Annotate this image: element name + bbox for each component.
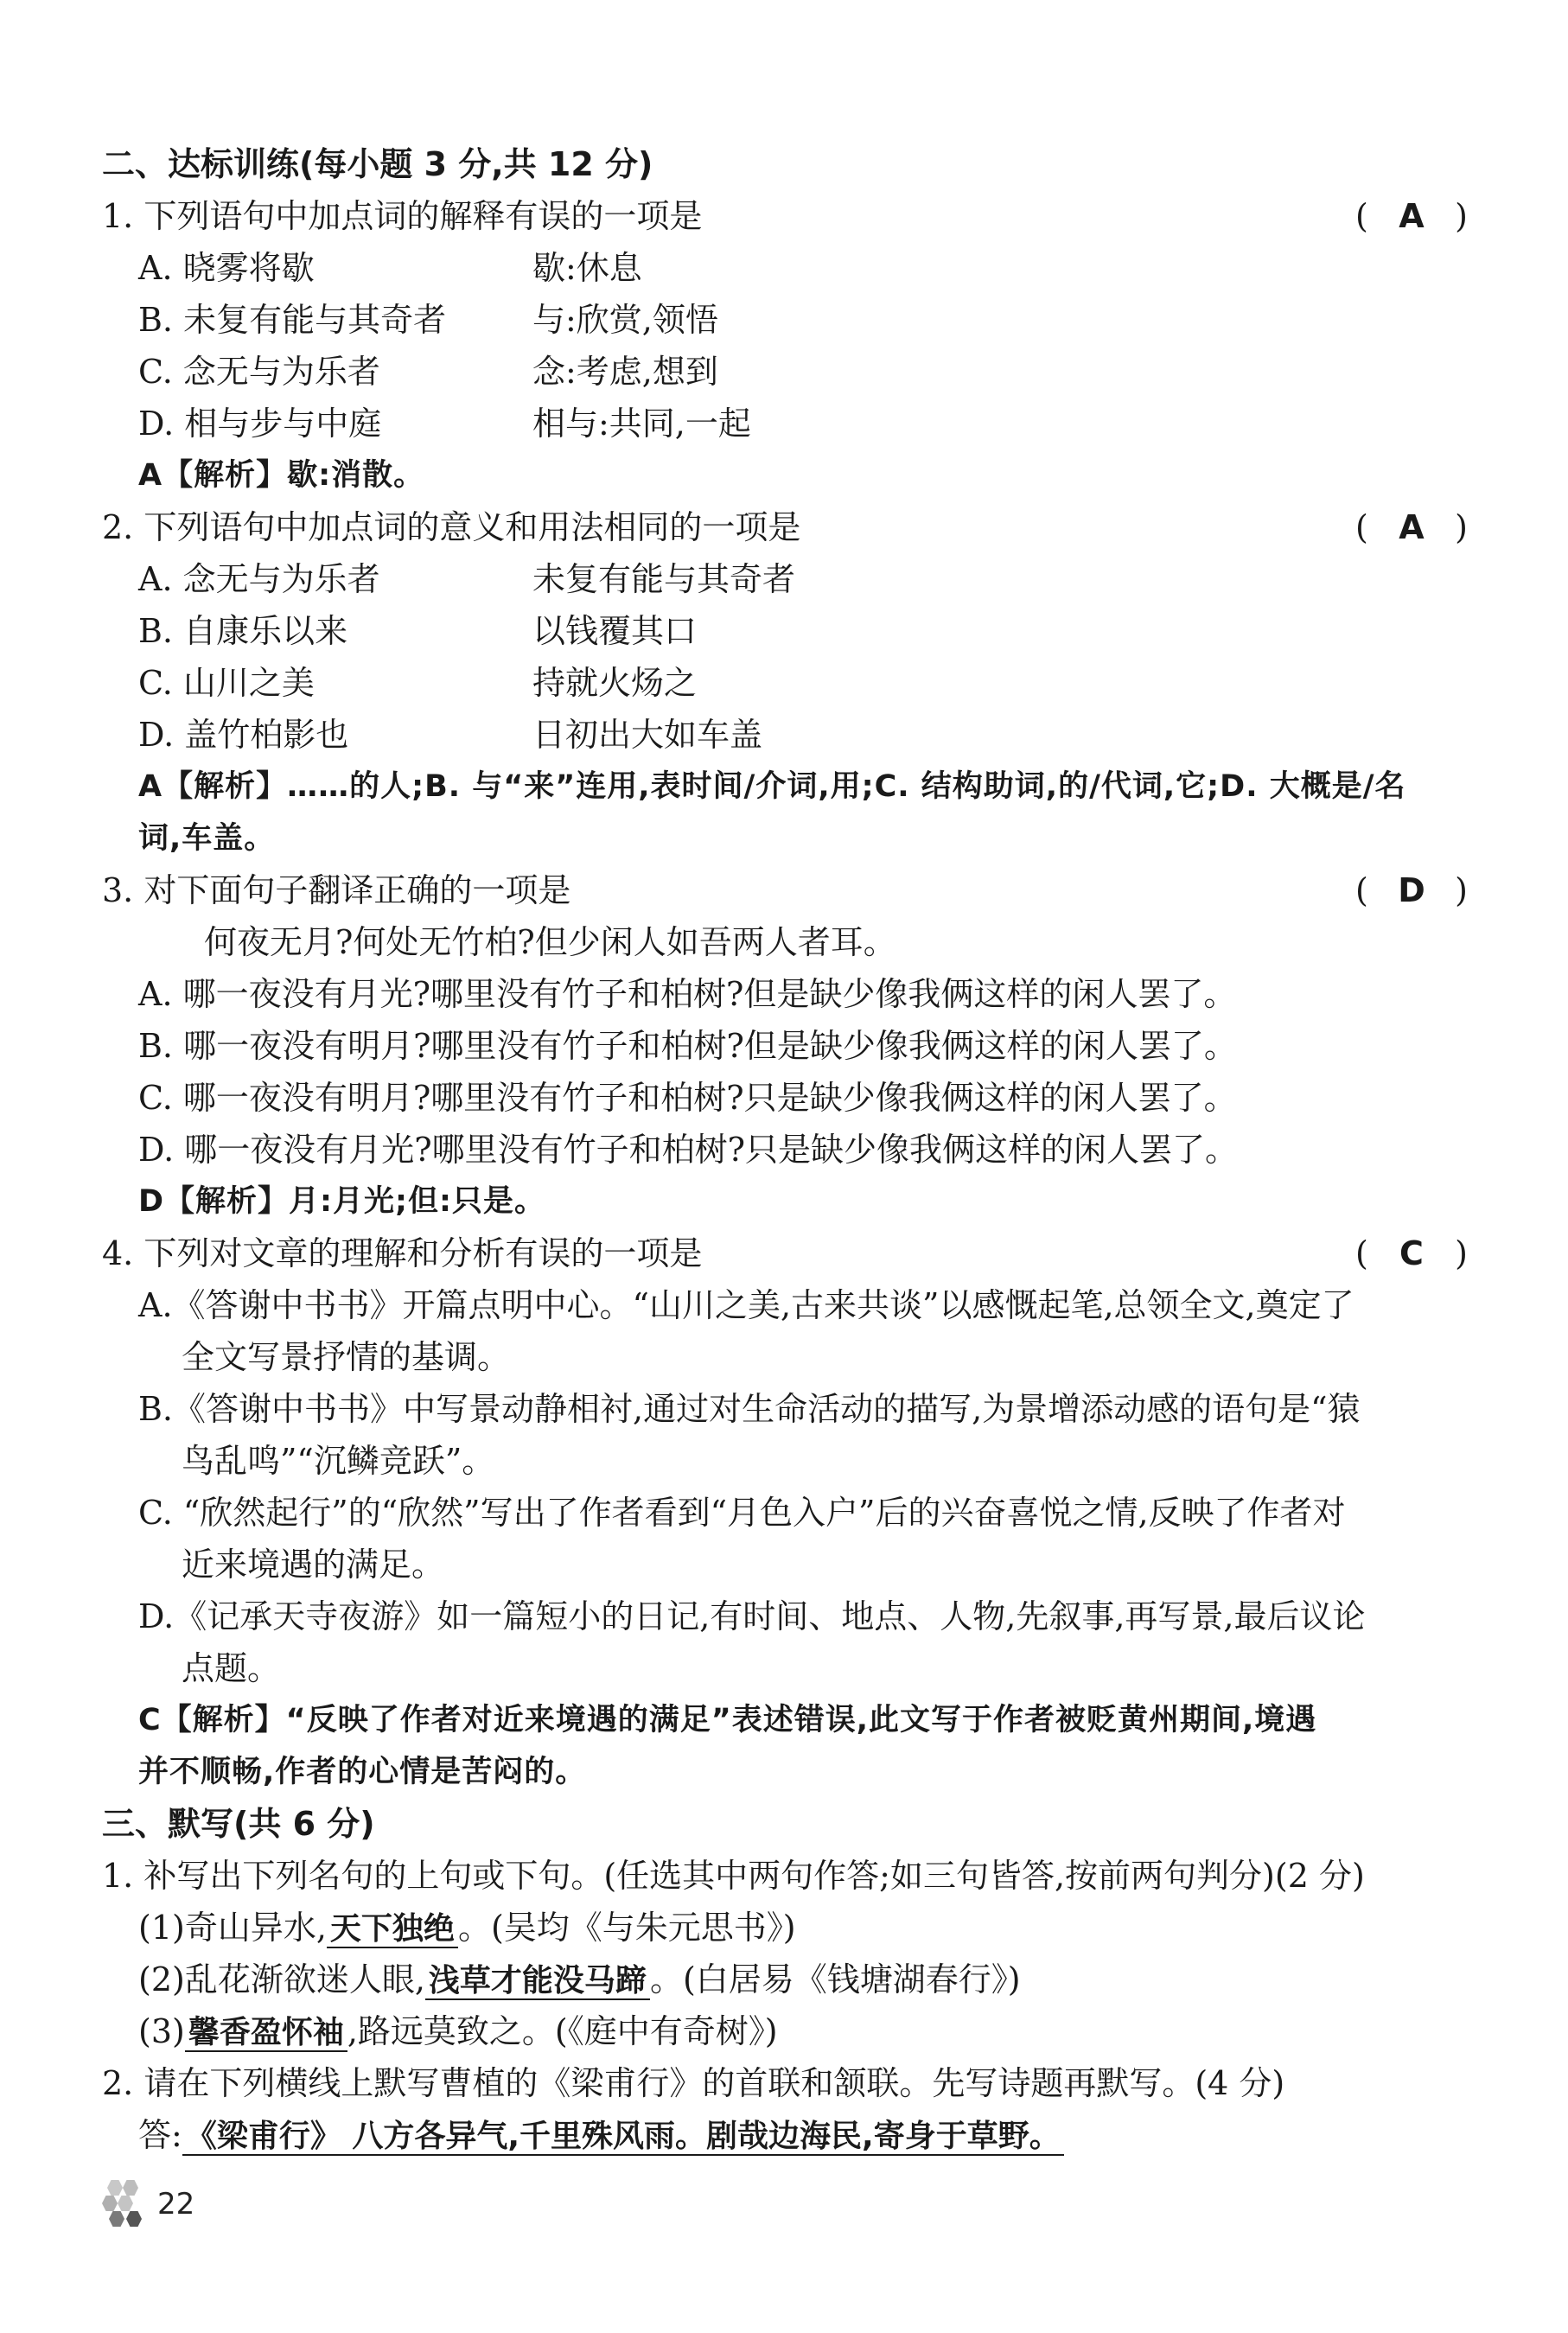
question-2 [102,501,1468,553]
dictation-answer-2: 浅草才能没马蹄 [425,1963,650,2000]
question-4-explanation-line-1: C【解析】“反映了作者对近来境遇的满足”表述错误,此文写于作者被贬黄州期间,境遇 [138,1703,1317,1737]
question-4 [102,1227,1468,1279]
question-4-option-a-line-2: 全文写景抒情的基调。 [182,1338,511,1376]
question-4-answer-box: ( C ) [1355,1227,1468,1279]
dictation-item-3: (3) 馨香盈怀袖 ,路远莫致之。(《庭中有奇树》) [138,2012,778,2050]
dictation-item-1: (1)奇山异水, 天下独绝 。(吴均《与朱元思书》) [138,1909,796,1947]
question-2-option-d: D. 盖竹柏影也 日初出大如车盖 [138,716,763,754]
question-4-option-d-line-1: D.《记承天寺夜游》如一篇短小的日记,有时间、地点、人物,先叙事,再写景,最后议论 [138,1597,1366,1635]
question-1-explanation: A【解析】歇:消散。 [138,458,425,493]
question-4-explanation-line-2: 并不顺畅,作者的心情是苦闷的。 [138,1755,587,1789]
question-3-explanation: D【解析】月:月光;但:只是。 [138,1184,546,1219]
question-1-answer-box: ( A ) [1355,190,1468,242]
dictation-answer-3: 馨香盈怀袖 [185,2015,347,2052]
question-1-option-b: B. 未复有能与其奇者 与:欣赏,领悟 [138,301,718,339]
question-1-option-d: D. 相与步与中庭 相与:共同,一起 [138,405,751,443]
question-4-option-d-line-2: 点题。 [182,1649,281,1687]
dictation-question-2-stem: 2. 请在下列横线上默写曹植的《梁甫行》的首联和颔联。先写诗题再默写。(4 分) [102,2064,1285,2102]
dictation-item-2: (2)乱花渐欲迷人眼, 浅草才能没马蹄 。(白居易《钱塘湖春行》) [138,1960,1021,1998]
worksheet-content [102,138,1468,2161]
section-3-title: 三、默写(共 6 分) [102,1805,375,1843]
question-3-option-d: D. 哪一夜没有月光?哪里没有竹子和柏树?只是缺少像我俩这样的闲人罢了。 [138,1131,1239,1169]
question-3 [102,864,1468,916]
question-1 [102,190,1468,242]
dictation-question-1-stem: 1. 补写出下列名句的上句或下句。(任选其中两句作答;如三句皆答,按前两句判分)(2 分) [102,1857,1365,1895]
page-number: 22 [157,2187,195,2221]
question-2-stem: 2. 下列语句中加点词的意义和用法相同的一项是 [102,508,801,546]
question-3-option-b: B. 哪一夜没有明月?哪里没有竹子和柏树?但是缺少像我俩这样的闲人罢了。 [138,1027,1237,1065]
question-2-explanation-line-1: A【解析】……的人;B. 与“来”连用,表时间/介词,用;C. 结构助词,的/代词,它;D. 大概是/名 [138,769,1406,804]
question-1-answer: A [1399,197,1425,235]
question-1-option-c: C. 念无与为乐者 念:考虑,想到 [138,353,718,391]
question-2-answer: A [1399,508,1425,546]
question-4-option-b-line-2: 鸟乱鸣”“沉鳞竞跃”。 [182,1442,495,1480]
dictation-question-2-answer: 答: 《梁甫行》 八方各异气,千里殊风雨。剧哉边海民,寄身于草野。 [102,2109,1468,2161]
question-4-stem: 4. 下列对文章的理解和分析有误的一项是 [102,1234,703,1272]
question-4-option-b-line-1: B.《答谢中书书》中写景动静相衬,通过对生命活动的描写,为景增添动感的语句是“猿 [138,1390,1361,1428]
hexagon-decoration-icon [102,2178,152,2230]
question-1-stem: 1. 下列语句中加点词的解释有误的一项是 [102,197,703,235]
question-2-explanation-line-2: 词,车盖。 [138,821,276,856]
question-4-option-a-line-1: A.《答谢中书书》开篇点明中心。“山川之美,古来共谈”以感慨起笔,总领全文,奠定了 [138,1286,1354,1324]
question-3-answer-box: ( D ) [1355,864,1468,916]
question-2-option-a: A. 念无与为乐者 未复有能与其奇者 [138,560,796,598]
question-4-answer: C [1399,1234,1424,1272]
question-2-option-c: C. 山川之美 持就火炀之 [138,664,698,702]
page-footer [102,2178,194,2230]
question-3-answer: D [1398,871,1425,909]
question-2-answer-box: ( A ) [1355,501,1468,553]
question-4-option-c-line-1: C. “欣然起行”的“欣然”写出了作者看到“月色入户”后的兴奋喜悦之情,反映了作者对 [138,1494,1346,1532]
question-3-option-c: C. 哪一夜没有明月?哪里没有竹子和柏树?只是缺少像我俩这样的闲人罢了。 [138,1079,1237,1117]
question-3-option-a: A. 哪一夜没有月光?哪里没有竹子和柏树?但是缺少像我俩这样的闲人罢了。 [138,975,1237,1013]
question-1-option-a: A. 晓雾将歇 歇:休息 [138,249,642,287]
question-3-stem: 3. 对下面句子翻译正确的一项是 [102,871,571,909]
question-3-quote: 何夜无月?何处无竹柏?但少闲人如吾两人者耳。 [204,923,896,961]
section-2-title: 二、达标训练(每小题 3 分,共 12 分) [102,145,653,183]
dictation-answer-1: 天下独绝 [327,1911,458,1948]
question-4-option-c-line-2: 近来境遇的满足。 [182,1546,445,1584]
dictation-answer-poem: 《梁甫行》 八方各异气,千里殊风雨。剧哉边海民,寄身于草野。 [182,2119,1064,2156]
question-2-option-b: B. 自康乐以来 以钱覆其口 [138,612,698,650]
